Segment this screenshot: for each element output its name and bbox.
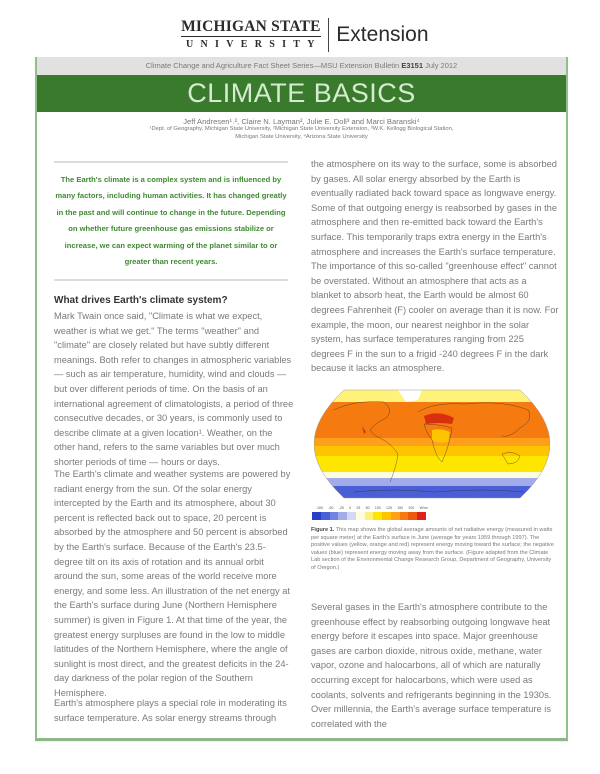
summary-callout: The Earth's climate is a complex system and is influenced by many factors, including human activities. It has changed greatly in the past and will continue to change in the future. Depending on whether future greenhouse gas emissions stabilize or increase, we can expect warming of the planet similar to or greater than recent years. <box>54 161 288 281</box>
series-bar <box>37 57 566 75</box>
msu-wordmark <box>180 19 322 51</box>
world-map-svg <box>314 388 550 500</box>
africa-yellow <box>432 429 450 442</box>
legend-swatch <box>356 512 365 520</box>
legend-swatch <box>391 512 400 520</box>
legend-swatch <box>330 512 339 520</box>
logo-line-2: UNIVERSITY <box>186 39 322 50</box>
affiliations-line-1: ¹Dept. of Geography, Michigan State University, ²Michigan State University Extension, ³W.K. Kellogg Biological Station, <box>149 126 454 132</box>
legend-swatch <box>400 512 409 520</box>
paragraph: Several gases in the Earth's atmosphere contribute to the greenhouse effect by reabsorbing outgoing longwave heat energy before it escapes into space. Major greenhouse gases are carbon dioxide, nitrous oxide, methane, water vapor, ozone and halocarbons, all of which are naturally occurring except for halocarbons, which were used as coolants, solvents and refrigerants beginning in the 1930s. Over millennia, the Earth's average surface temperature is correlated with the <box>311 602 552 729</box>
band-south-mid <box>314 472 550 478</box>
legend-tick-label: 200 <box>408 506 415 510</box>
legend-swatch <box>312 512 321 520</box>
section-heading: What drives Earth's climate system? <box>54 295 228 306</box>
series-text: Climate Change and Agriculture Fact Sheet Series—MSU Extension Bulletin <box>145 61 400 70</box>
legend-tick-label: 125 <box>386 506 392 510</box>
legend-ticks <box>316 506 428 510</box>
legend-tick-label: 100 <box>374 506 381 510</box>
color-legend <box>312 512 426 520</box>
band-south-tropics <box>314 446 550 456</box>
paragraph: the atmosphere on its way to the surface, some is absorbed by gases. All solar energy absorbed by the Earth is eventually radiated back toward space as longwave energy. Some of that outgoing energy is reabsorbed by gases in the atmosphere and then re-emitted back toward the Earth's surface. This temporarily traps extra energy in the Earth's atmosphere and increases the Earth's surface temperature. The importance of this so-called "greenhouse effect" cannot be overstated. Without an atmosphere that acts as a blanket to absorb heat, the Earth would be almost 60 degrees Fahrenheit (F) cooler on average than it is now. For example, the moon, our nearest neighbor in the solar system, has surface temperatures ranging from 225 degrees F in the sun to a frigid -240 degrees F in the dark because it lacks an atmosphere. <box>311 159 559 374</box>
legend-tick-label: -50 <box>328 506 334 510</box>
band-south-high <box>314 478 550 486</box>
msu-extension-logo <box>180 17 429 53</box>
map-bands <box>314 388 550 500</box>
page-title: CLIMATE BASICS <box>187 78 416 108</box>
authors-block <box>37 117 566 141</box>
legend-tick-label: -25 <box>338 506 344 510</box>
paragraph: Earth's atmosphere plays a special role in moderating its surface temperature. As solar energy streams through <box>54 698 287 723</box>
figure-caption <box>311 527 557 572</box>
legend-tick-label: -100 <box>316 506 324 510</box>
figure-label: Figure 1. <box>311 527 335 533</box>
legend-tick-label: 25 <box>356 506 361 510</box>
paragraph: Mark Twain once said, "Climate is what we expect, weather is what we get." The terms "weather" and "climate" are closely related but have subtly different meanings. Both refer to changes in atmospheric variables — such as air temperature, humidity, wind and clouds — but over different periods of time. On the basis of an international agreement of climatologists, a period of three consecutive decades, or 30 years, is commonly used to describe climate at a given location¹. Weather, on the other hand, refers to the same variables but over much shorter periods of time — hours or days. <box>54 311 294 467</box>
legend-swatch <box>365 512 374 520</box>
legend-tick-label: 150 <box>397 506 404 510</box>
paragraph: The Earth's climate and weather systems are powered by radiant energy from the sun. Of the solar energy intercepted by the Earth and its atmosphere, about 30 percent is reflected back out to space, 20 percent is absorbed by the atmosphere and 50 percent is absorbed by the Earth's surface. Because of the Earth's 23.5-degree tilt on its axis of rotation and its annual orbit around the sun, some areas of the world receive more energy, and some less. An illustration of the net energy at the Earth's surface during June (Northern Hemisphere summer) is given in Figure 1. At that time of the year, the greatest energy surpluses are found in the low to middle latitudes of the Northern Hemisphere, where the angle of sunlight is most direct, and the greatest deficits in the 24-day darkness of the polar region of the Southern Hemisphere. <box>54 469 291 698</box>
net-radiation-world-map <box>314 388 550 500</box>
bulletin-number: E3151 <box>401 61 424 70</box>
logo-extension: Extension <box>336 23 429 46</box>
legend-swatch <box>321 512 330 520</box>
logo-line-1: MICHIGAN STATE <box>181 18 321 35</box>
figure-caption-text: This map shows the global average amounts of net radiative energy (measured in watts per square meter) at the Earth's surface in June (average for years 1959 through 1997). The positive values (yellow, orange and red) represent energy moving toward the surface; the negative values (blue) represent energy moving away from the surface. (Figure adapted from the Climate Lab section of the Environmental Change Research Group, Department of Geography, University of Oregon.) <box>311 527 554 571</box>
title-band <box>37 75 566 112</box>
bulletin-date: July 2012 <box>425 61 458 70</box>
band-south-sub <box>314 456 550 472</box>
legend-swatch <box>408 512 417 520</box>
author-names: Jeff Andresen¹˒², Claire N. Layman², Julie E. Doll³ and Marci Baranski⁴ <box>183 117 420 126</box>
logo-divider <box>328 18 330 52</box>
legend-swatch <box>417 512 426 520</box>
affiliations-line-2: Michigan State University, ⁴Arizona State University <box>235 133 368 140</box>
legend-swatch <box>373 512 382 520</box>
legend-swatch <box>338 512 347 520</box>
legend-swatch <box>382 512 391 520</box>
legend-swatch <box>347 512 356 520</box>
legend-tick-label: W/m² <box>419 506 428 510</box>
legend-tick-label: 50 <box>365 506 370 510</box>
legend-tick-label: 0 <box>349 506 352 510</box>
